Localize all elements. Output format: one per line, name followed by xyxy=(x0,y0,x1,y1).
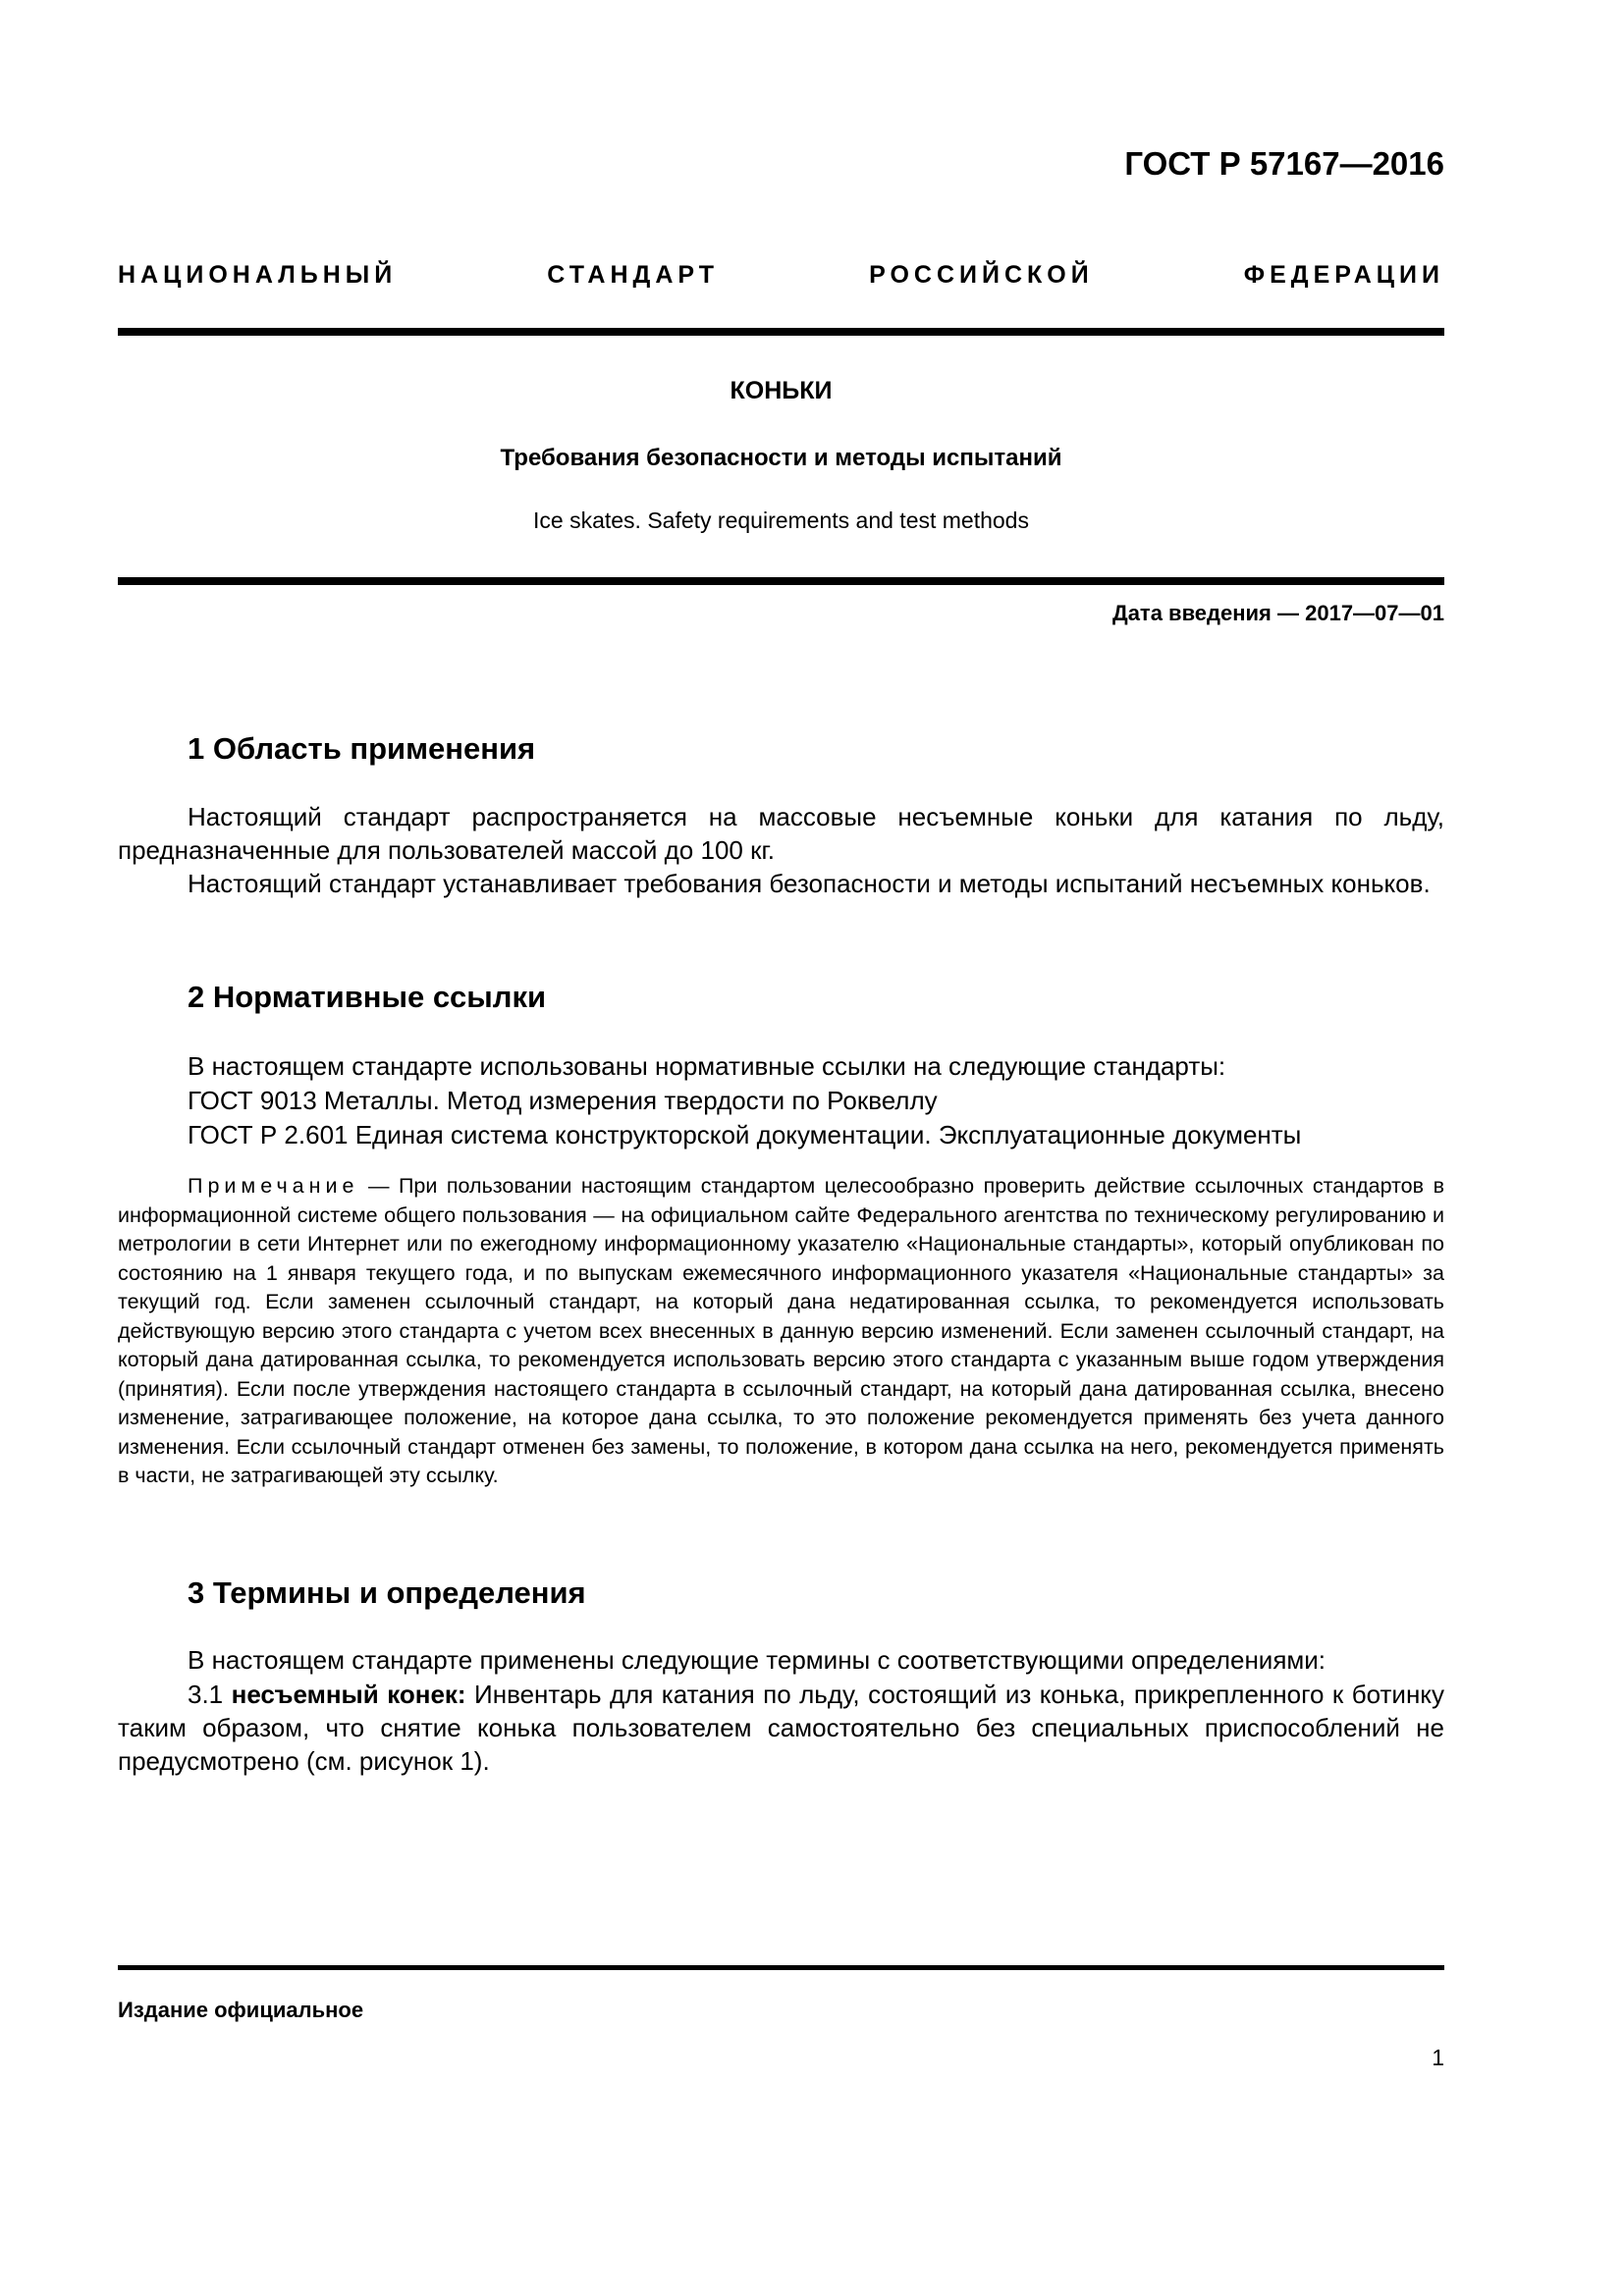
reference-intro: В настоящем стандарте использованы нормативные ссылки на следующие стандарты: xyxy=(188,1051,1226,1081)
document-subtitle: Требования безопасности и методы испытаний xyxy=(500,445,1062,471)
official-edition-label: Издание официальное xyxy=(118,1998,364,2022)
section-1-heading: 1 Область применения xyxy=(188,731,536,766)
term-number: 3.1 xyxy=(188,1680,224,1709)
note-text: — При пользовании настоящим стандартом целесообразно проверить действие ссылочных стандартов в информационной системе общего пользования — на официальном сайте Федерального агентства по техническому регулированию и метрологии в сети Интернет или по ежегодному информационному указателю «Национальные стандарты», который опубликован по состоянию на 1 января текущего года, и по выпускам ежемесячного информационного указателя «Национальные стандарты» за текущий год. Если заменен ссылочный стандарт, на который дана недатированная ссылка, то рекомендуется использовать действующую версию этого стандарта с учетом всех внесенных в данную версию изменений. Если заменен ссылочный стандарт, на который дана датированная ссылка, то рекомендуется использовать версию этого стандарта с указанным выше годом утверждения (принятия). Если после утверждения настоящего стандарта в ссылочный стандарт, на который дана датированная ссылка, внесено изменение, затрагивающее положение, на которое дана ссылка, то это положение рекомендуется применять без учета данного изменения. Если ссылочный стандарт отменен без замены, то положение, в котором дана ссылка на него, рекомендуется применять в части, не затрагивающей эту ссылку. xyxy=(118,1174,1444,1487)
introduction-date: Дата введения — 2017—07—01 xyxy=(1112,601,1444,625)
section-1-paragraph-2 xyxy=(118,867,1444,900)
english-title: Ice skates. Safety requirements and test methods xyxy=(533,507,1029,533)
term-3-1 xyxy=(118,1678,1444,1778)
section-1-paragraph-1 xyxy=(118,800,1444,867)
top-rule xyxy=(118,328,1444,336)
page-number: 1 xyxy=(1432,2045,1444,2070)
section-1-paragraph-1-text: Настоящий стандарт распространяется на массовые несъемные коньки для катания по льду, предназначенные для пользователей массой до 100 кг. xyxy=(118,802,1444,865)
section-3-heading: 3 Термины и определения xyxy=(188,1575,586,1610)
standard-code: ГОСТ Р 57167—2016 xyxy=(1124,145,1444,182)
terms-intro: В настоящем стандарте применены следующие термины с соответствующими определениями: xyxy=(188,1645,1326,1675)
note-paragraph xyxy=(118,1172,1444,1491)
document-title: КОНЬКИ xyxy=(730,377,833,404)
reference-gost-r-2601: ГОСТ Р 2.601 Единая система конструкторской документации. Эксплуатационные документы xyxy=(188,1120,1302,1149)
reference-gost-9013: ГОСТ 9013 Металлы. Метод измерения твердости по Роквеллу xyxy=(188,1086,938,1115)
note-label: Примечание xyxy=(188,1174,359,1198)
term-name: несъемный конек: xyxy=(231,1680,466,1709)
footer-rule xyxy=(118,1965,1444,1970)
section-2-heading: 2 Нормативные ссылки xyxy=(188,980,547,1014)
term-definition: Инвентарь для катания по льду, состоящий из конька, прикрепленного к ботинку таким образом, что снятие конька пользователем самостоятельно без специальных приспособлений не предусмотрено (см. рисунок 1). xyxy=(118,1680,1444,1776)
national-standard-banner: НАЦИОНАЛЬНЫЙ СТАНДАРТ РОССИЙСКОЙ ФЕДЕРАЦИИ xyxy=(118,261,1444,289)
section-1-paragraph-2-text: Настоящий стандарт устанавливает требования безопасности и методы испытаний несъемных коньков. xyxy=(188,869,1431,898)
title-bottom-rule xyxy=(118,577,1444,585)
